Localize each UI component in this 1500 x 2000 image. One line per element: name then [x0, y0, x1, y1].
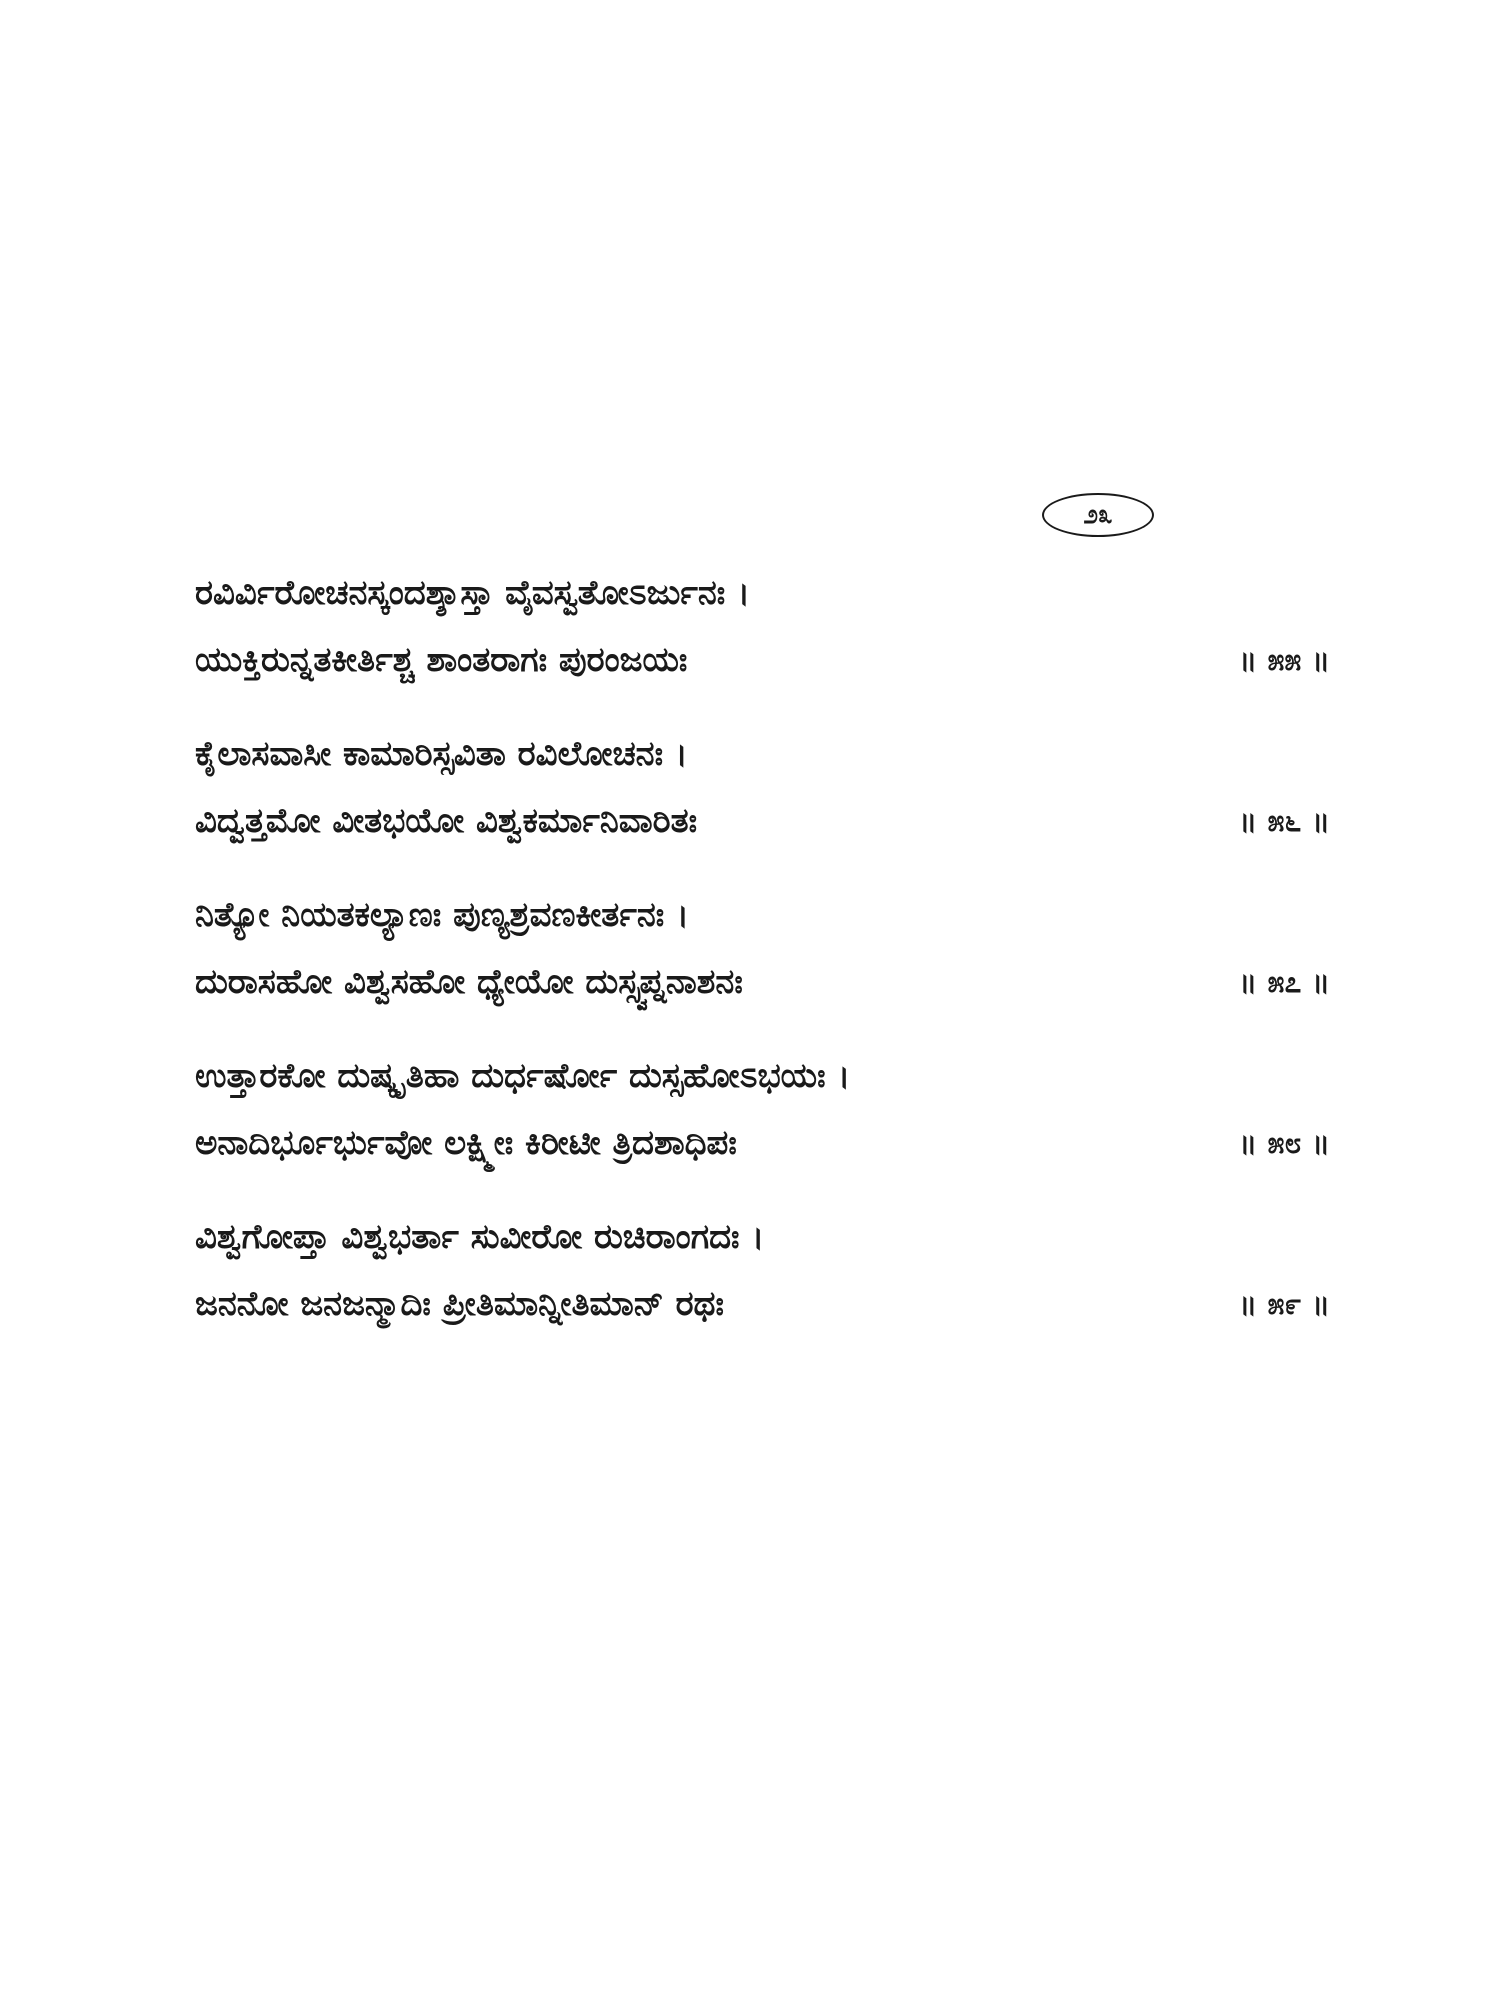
page-number-text: ೨೩ [1083, 499, 1113, 530]
verse-text: ರವಿರ್ವಿರೋಚನಸ್ಕಂದಶ್ಶಾಸ್ತಾ ವೈವಸ್ವತೋಽರ್ಜುನಃ । [195, 573, 751, 613]
stanza [195, 1204, 1330, 1338]
verse-line [195, 1204, 1330, 1271]
verse-text: ಜನನೋ ಜನಜನ್ಮಾದಿಃ ಪ್ರೀತಿಮಾನ್ನೀತಿಮಾನ್ ರಥಃ [195, 1284, 724, 1324]
verse-text: ದುರಾಸಹೋ ವಿಶ್ವಸಹೋ ಧ್ಯೇಯೋ ದುಸ್ಸ್ವಪ್ನನಾಶನಃ [195, 962, 743, 1002]
verse-text: ವಿಶ್ವಗೋಪ್ತಾ ವಿಶ್ವಭರ್ತಾ ಸುವೀರೋ ರುಚಿರಾಂಗದಃ । [195, 1217, 765, 1257]
verse-list [195, 560, 1330, 1365]
verse-text: ನಿತ್ಯೋ ನಿಯತಕಲ್ಯಾಣಃ ಪುಣ್ಯಶ್ರವಣಕೀರ್ತನಃ । [195, 895, 689, 935]
verse-line [195, 788, 1330, 855]
stanza [195, 1043, 1330, 1177]
verse-line [195, 882, 1330, 949]
page-number-badge [1042, 493, 1154, 537]
stanza [195, 560, 1330, 694]
verse-text: ಅನಾದಿರ್ಭೂರ್ಭುವೋ ಲಕ್ಷ್ಮೀಃ ಕಿರೀಟೀ ತ್ರಿದಶಾಧಿಪಃ [195, 1123, 737, 1163]
verse-number: ॥ ೫೯ ॥ [1238, 1287, 1330, 1322]
verse-text: ಉತ್ತಾರಕೋ ದುಷ್ಕೃತಿಹಾ ದುರ್ಧರ್ಷೋ ದುಸ್ಸಹೋಽಭಯಃ । [195, 1056, 851, 1096]
verse-line [195, 560, 1330, 627]
verse-number: ॥ ೫೬ ॥ [1238, 804, 1330, 839]
verse-text: ಯುಕ್ತಿರುನ್ನತಕೀರ್ತಿಶ್ಚ ಶಾಂತರಾಗಃ ಪುರಂಜಯಃ [195, 640, 688, 680]
verse-text: ವಿದ್ವತ್ತಮೋ ವೀತಭಯೋ ವಿಶ್ವಕರ್ಮಾನಿವಾರಿತಃ [195, 801, 698, 841]
verse-line [195, 949, 1330, 1016]
verse-line [195, 1271, 1330, 1338]
verse-number: ॥ ೫೭ ॥ [1238, 965, 1330, 1000]
verse-number: ॥ ೫೮ ॥ [1238, 1126, 1330, 1161]
verse-line [195, 627, 1330, 694]
verse-line [195, 1110, 1330, 1177]
stanza [195, 721, 1330, 855]
verse-number: ॥ ೫೫ ॥ [1238, 643, 1330, 678]
verse-line [195, 721, 1330, 788]
verse-line [195, 1043, 1330, 1110]
stanza [195, 882, 1330, 1016]
verse-text: ಕೈಲಾಸವಾಸೀ ಕಾಮಾರಿಸ್ಸವಿತಾ ರವಿಲೋಚನಃ । [195, 734, 688, 774]
